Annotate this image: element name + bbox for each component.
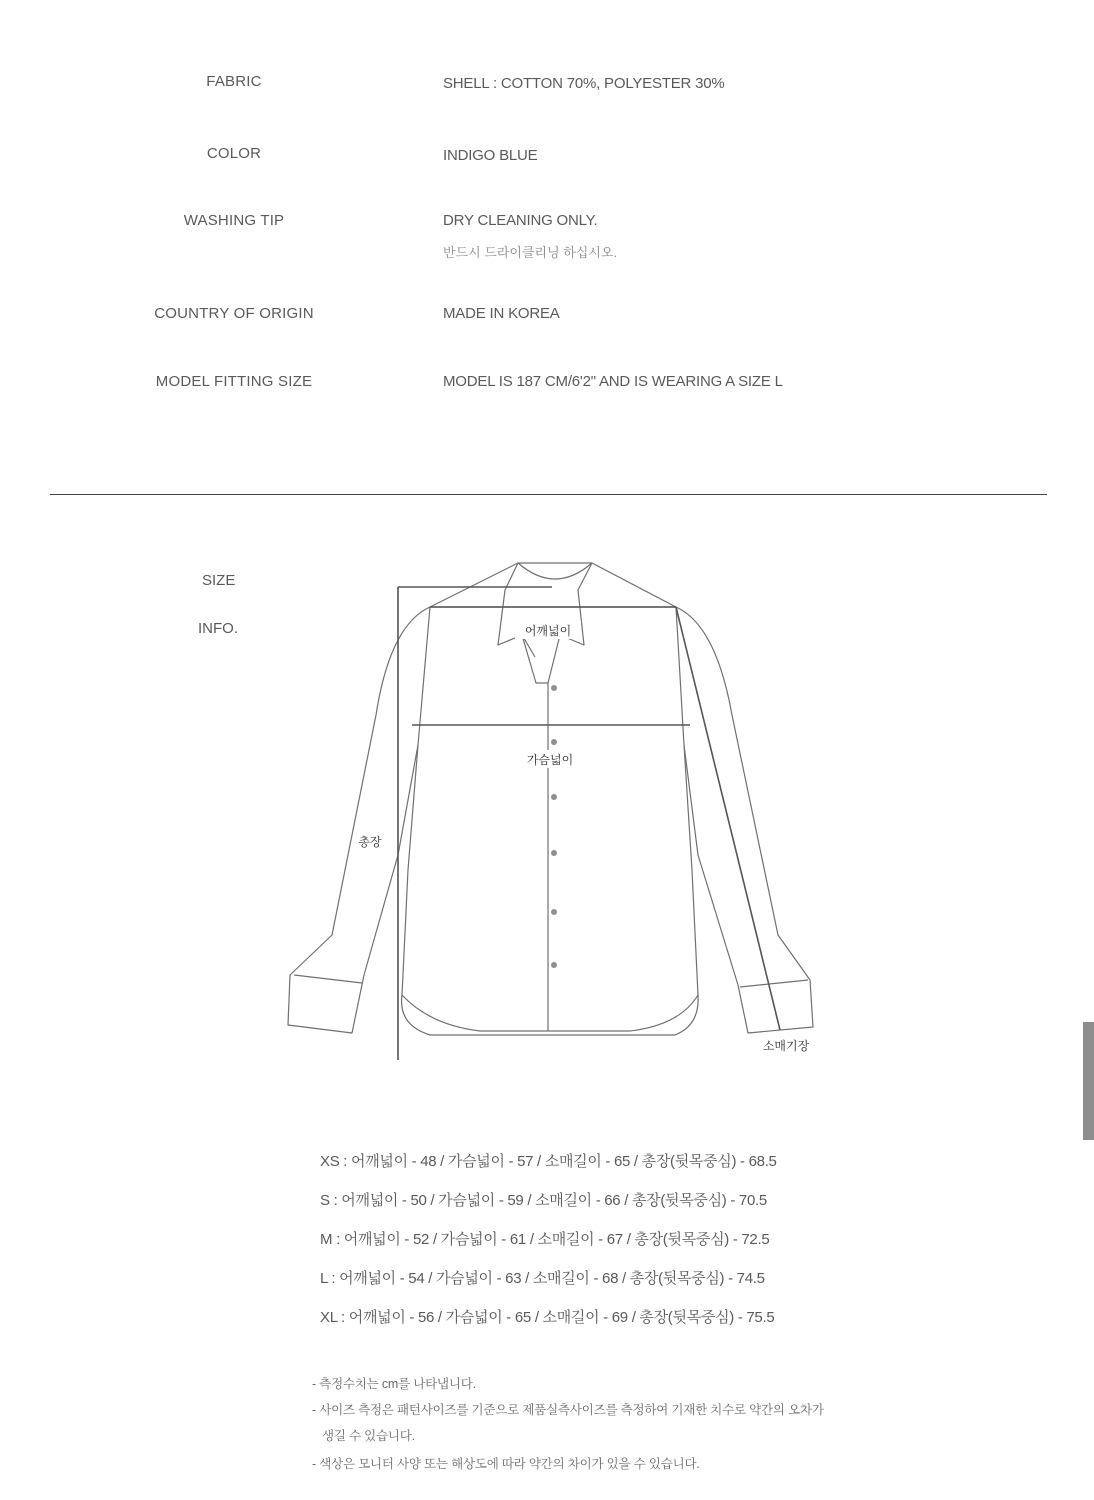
- note-unit: - 측정수치는 cm를 나타냅니다.: [312, 1377, 476, 1391]
- origin-label: COUNTRY OF ORIGIN: [154, 305, 314, 322]
- hem-curve: [402, 995, 698, 1031]
- size-row-m: M : 어깨넓이 - 52 / 가슴넓이 - 61 / 소매길이 - 67 / 총장(뒷목중심) - 72.5: [320, 1231, 770, 1248]
- size-row-xl: XL : 어깨넓이 - 56 / 가슴넓이 - 65 / 소매길이 - 69 / 총장(뒷목중심) - 75.5: [320, 1309, 775, 1326]
- right-cuff-line: [740, 980, 808, 987]
- sleeve-measure-label: 소매기장: [762, 1039, 810, 1053]
- section-divider: [50, 494, 1047, 495]
- model-fitting-value: MODEL IS 187 CM/6'2" AND IS WEARING A SIZE L: [443, 373, 783, 390]
- button: [551, 794, 557, 800]
- washing-tip-sub: 반드시 드라이클리닝 하십시오.: [443, 245, 618, 260]
- sleeve-measure-line: [676, 607, 780, 1030]
- size-row-l: L : 어깨넓이 - 54 / 가슴넓이 - 63 / 소매길이 - 68 / 총장(뒷목중심) - 74.5: [320, 1270, 765, 1287]
- model-fitting-label: MODEL FITTING SIZE: [155, 373, 313, 390]
- button: [551, 850, 557, 856]
- origin-value: MADE IN KOREA: [443, 305, 560, 322]
- shirt-diagram: [280, 555, 840, 1075]
- left-sleeve-outline: [288, 607, 430, 1033]
- button: [551, 909, 557, 915]
- color-value: INDIGO BLUE: [443, 147, 538, 164]
- button: [551, 739, 557, 745]
- note-color: - 색상은 모니터 사양 또는 해상도에 따라 약간의 차이가 있을 수 있습니다.: [312, 1457, 700, 1471]
- washing-tip-label: WASHING TIP: [183, 212, 285, 229]
- length-measure-label: 총장: [358, 835, 382, 849]
- size-row-s: S : 어깨넓이 - 50 / 가슴넓이 - 59 / 소매길이 - 66 / 총장(뒷목중심) - 70.5: [320, 1192, 767, 1209]
- note-measurement-cont: 생길 수 있습니다.: [322, 1429, 415, 1443]
- color-label: COLOR: [206, 145, 262, 162]
- button: [551, 962, 557, 968]
- note-measurement: - 사이즈 측정은 패턴사이즈를 기준으로 제품실측사이즈를 측정하여 기재한 치수로 약간의 오차가: [312, 1403, 824, 1417]
- fabric-value: SHELL : COTTON 70%, POLYESTER 30%: [443, 75, 725, 92]
- buttons: [551, 685, 557, 968]
- fabric-label: FABRIC: [206, 73, 262, 90]
- left-cuff-line: [294, 975, 362, 983]
- washing-tip-value: DRY CLEANING ONLY.: [443, 212, 598, 229]
- info-label: INFO.: [198, 620, 238, 637]
- collar-inner: [518, 563, 592, 579]
- shoulder-measure-label: 어깨넓이: [524, 624, 572, 638]
- button: [551, 685, 557, 691]
- scrollbar-thumb[interactable]: [1083, 1022, 1094, 1140]
- chest-measure-label: 가슴넓이: [526, 753, 574, 767]
- size-row-xs: XS : 어깨넓이 - 48 / 가슴넓이 - 57 / 소매길이 - 65 / 총장(뒷목중심) - 68.5: [320, 1153, 777, 1170]
- size-label: SIZE: [202, 572, 236, 589]
